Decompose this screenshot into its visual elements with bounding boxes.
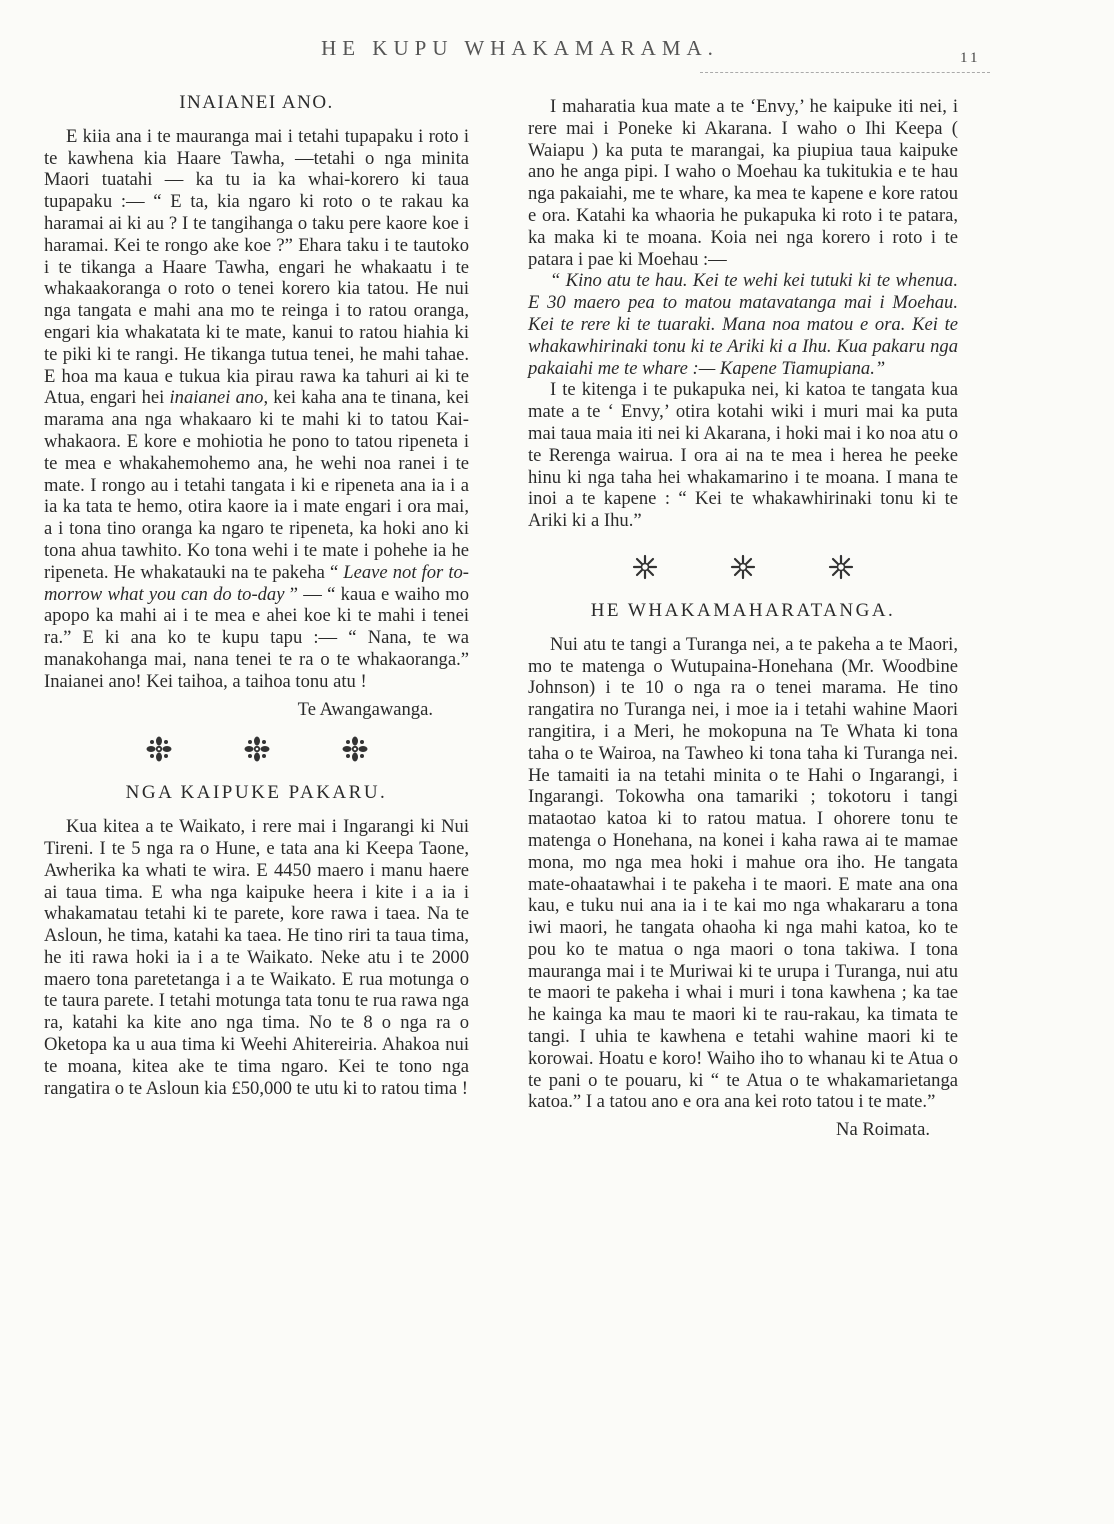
english-proverb: Leave not for to-morrow what you can do to-day [44, 561, 469, 605]
section-divider-ornaments [44, 736, 469, 762]
paragraph-text: ” — “ kaua e waiho mo apopo ka mahi ai i te mea e ahei koe ki te mahi i tenei ra.” E ki ana ko te kupu tapu :— “ Nana, te wa manakohanga mai, nana tenei te ra o te whakaoranga.” Inaianei ano! Kei taihoa, a taihoa tonu atu ! [44, 583, 469, 692]
running-title: HE KUPU WHAKAMARAMA. [321, 36, 719, 60]
asterisk-ornament-icon [828, 554, 854, 580]
asterisk-ornament-icon [632, 554, 658, 580]
bottle-message-quote: “ Kino atu te hau. Kei te wehi kei tutuki ki te whenua. E 30 maero pea to matou matavatanga mai i Moehau. Kei te rere ki te tuaraki. Mana noa matou e ora. Kei te whakawhirinaki tonu ki te Ariki ki a Ihu. Kua pakaru nga pakaiahi me te whare :— Kapene Tiamupiana.” [528, 270, 958, 379]
asterisk-ornament-icon [730, 554, 756, 580]
author-signature: Na Roimata. [836, 1119, 930, 1141]
right-column [528, 96, 958, 1141]
section-title-kaipuke: NGA KAIPUKE PAKARU. [125, 782, 388, 804]
article-paragraph [44, 126, 469, 693]
left-column [44, 92, 469, 1099]
paragraph-text: , kei kaha ana te tinana, kei marama ana nga whakaaro ki te mahi ki to tatou Kai-whakaora. E kore e mohiotia he pono to tatou ripeneta i te mea e whakahemohemo ana, he wehi noa ranei i te mate. I rongo au i tetahi tangata i ki e ripeneta ana ia i a ia ka tata te hemo, otira kaore ia i mate engari i ora mai, a i tona tino oranga ka ngaro te ripeneta, ka hoki ano ki tona ahua tawhito. Ko tona wehi i te mate i pohehe ia he ripeneta. He whakatauki na te pakeha “ [44, 387, 469, 583]
header-rule [700, 72, 990, 73]
article-paragraph: Kua kitea a te Waikato, i rere mai i Ingarangi ki Nui Tireni. I te 5 nga ra o Hune, e tata ana ki Keepa Taone, Awherika ka whati te wira. E 4450 maero i manu haere ai taua tima. E wha nga kaipuke heera i kite i a ia i whakamatau tetahi ki te parete, kore rawa i taea. Na te Asloun, he tima, katahi ka taea. He tino riri ta taua tima, he iti rawa hoki ia i a te Waikato. Neke atu i te 2000 maero tona paretetanga i a te Waikato. E rua motunga o te taura parete. I tetahi motunga tata tonu te rua rawa nga ra, katahi ka kite ano nga tima. No te 8 o nga ra o Oketopa ka u aua tima ki Weehi Ahitereiria. Ahakoa nui te moana, kitea ake te tima ngaro. Kei te tono nga rangatira o te Asloun kia £50,000 te utu ki to ratou tima ! [44, 816, 469, 1099]
section-divider-ornaments [528, 554, 958, 580]
article-paragraph: I maharatia kua mate a te ‘Envy,’ he kaipuke iti nei, i rere mai i Poneke ki Akarana. I waho o Ihi Keepa ( Waiapu ) ka puta te marangai, ka piupiua taua kaipuke ano he anga pipi. I waho o Moehau ka tukitukia e te hau nga pakaiahi, me te whare, ka mea te kapene e kore ratou e ora. Katahi ka whaoria he pukapuka ki roto i te patara, ka maka ki te moana. Koia nei nga korero i roto i te patara i pae ki Moehau :— [528, 96, 958, 270]
paragraph-text: E kiia ana i te mauranga mai i tetahi tupapaku i roto i te kawhena kia Haare Tawha, —tetahi o nga minita Maori tuatahi — ka tu ia ka whai-korero ki taua tupapaku :— “ E ta, kia ngaro ki roto o te rakau ka haramai ai ki au ? I te tangihanga o taku pere kaore koe i haramai. Kei te rongo ake koe ?” Ehara taku i te tautoko i te tikanga a Haare Tawha, engari he whakaatu i te whakaakoranga o roto o tenei korero kia tatou. He nui nga tangata e mahi ana mo te reinga i to ratou oranga, engari kia whakatata ki te mate, kanui to ratou hiahia ki te piki ki te rangi. He tikanga tutua tenei, he mahi tahae. E hoa ma kaua e tukua kia pirau rawa ka tahuri ai ki te Atua, engari hei [44, 125, 469, 409]
article-paragraph: I te kitenga i te pukapuka nei, ki katoa te tangata kua mate a te ‘ Envy,’ otira kotahi wiki i muri mai ka puta mai taua maia iti nei ki Akarana, i hoki mai i ko noa atu o te Rerenga wairua. I ora ai na te mea i herea he peeke hinu ki nga taha hei whakamarino i te moana. I mana te inoi a te kapene : “ Kei te whakawhirinaki tonu ki te Ariki ki a Ihu.” [528, 379, 958, 532]
section-title-whakamaharatanga: HE WHAKAMAHARATANGA. [590, 599, 896, 621]
section-title-inaianei: INAIANEI ANO. [179, 92, 334, 113]
floral-ornament-icon [342, 736, 368, 762]
page-header [0, 36, 1114, 76]
italic-phrase: inaianei ano [169, 387, 264, 409]
page-number: 11 [960, 50, 981, 66]
article-paragraph: Nui atu te tangi a Turanga nei, a te pakeha a te Maori, mo te matenga o Wutupaina-Honehana (Mr. Woodbine Johnson) i te 10 o nga ra o tenei marama. He tino rangatira no Turanga nei, i moe ia i tetahi wahine Maori rangitira, i a Meri, he mokopuna na Te Whata ki tona taha o te Wairoa, na Tawheo ki tona taha ki Turanga nei. He tamaiti ia na tetahi minita o te Hahi o Ingarangi, i Ingarangi. Tokowha ona tamariki ; tokotoru i tangi mataotao katoa ki to ratou matua. I ohorere tonu te matenga o Honehana, na konei i kaha rawa ai te mamae mona, mo nga mea hoki i mahue ora iho. He tangata mate-ohaatawhai i te pakeha i te maori. E mate ana ona kau, e tuku nui ana ia i te kai mo nga whakararu a tona iwi maori, he tangata ohaoha ki nga mahi katoa, ko te pou ko te matua o nga maori o tona takiwa. I tona mauranga mai i te Muriwai ki te urupa i Turanga, nui atu te maori te pakeha i whai i muri i tona kawhena ; ka tae he kainga ka mau te maori ki te rau-rakau, ka timata te tangi. I uhia te kawhena e tetahi wahine maori ki te korowai. Hoatu e koro! Waiho iho to whanau ki te Atua o te pani o te pouaru, ki “ te Atua o te whakamarietanga katoa.” I a tatou ano e ora ana kei roto tatou i te mate.” [528, 633, 958, 1113]
floral-ornament-icon [146, 736, 172, 762]
author-signature: Te Awangawanga. [297, 698, 433, 720]
floral-ornament-icon [244, 736, 270, 762]
